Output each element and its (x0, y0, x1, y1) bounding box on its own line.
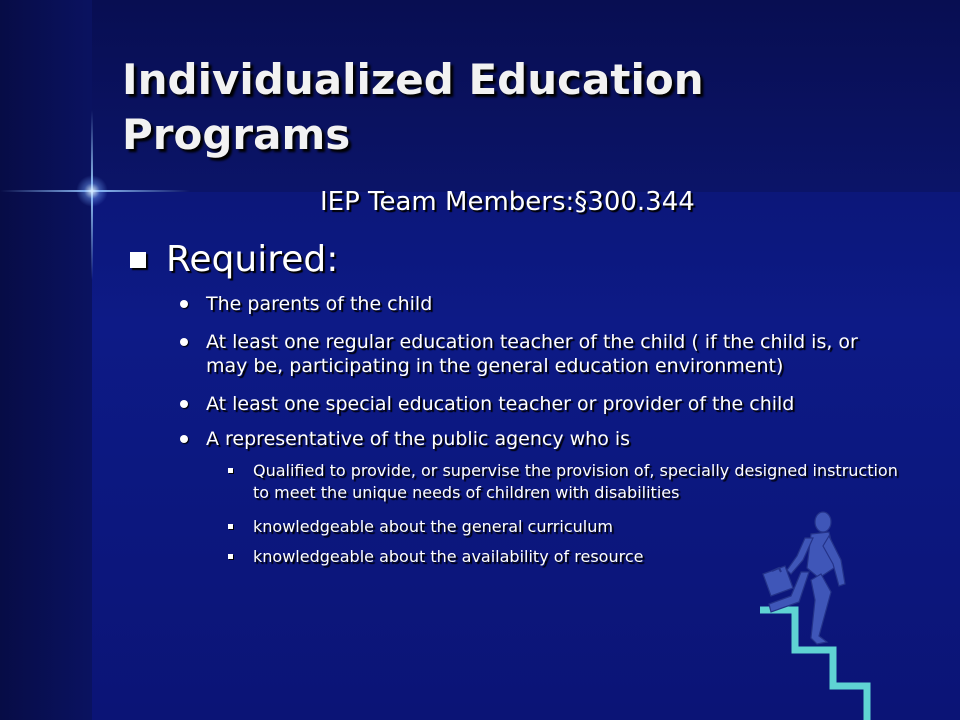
left-band (0, 0, 92, 720)
sub-list-item-text: knowledgeable about the general curriculum (253, 517, 613, 536)
required-label: Required: (166, 239, 339, 280)
square-bullet-icon (130, 252, 146, 268)
slide-title: Individualized Education Programs (122, 55, 704, 159)
sub-list-item (228, 460, 908, 504)
list-item-text: A representative of the public agency who is (206, 428, 631, 450)
small-square-bullet-icon (228, 524, 233, 529)
sub-list-item-text: Qualified to provide, or supervise the provision of, specially designed instruction to meet the unique needs of children with disabilities (253, 461, 898, 502)
round-bullet-icon (180, 435, 188, 443)
list-item (180, 292, 900, 316)
small-square-bullet-icon (228, 468, 233, 473)
slide-subtitle: IEP Team Members:§300.344 (320, 187, 695, 217)
round-bullet-icon (180, 400, 188, 408)
round-bullet-icon (180, 338, 188, 346)
list-item-text: At least one regular education teacher of the child ( if the child is, or may be, participating in the general education environment) (206, 331, 858, 377)
round-bullet-icon (180, 300, 188, 308)
businessman-climbing-stairs-icon (755, 508, 875, 720)
list-item-text: At least one special education teacher or provider of the child (206, 393, 795, 415)
list-item-text: The parents of the child (206, 293, 433, 315)
list-item (180, 427, 900, 451)
required-heading (130, 236, 338, 284)
small-square-bullet-icon (228, 554, 233, 559)
list-item (180, 330, 900, 378)
light-flare-icon (76, 175, 108, 207)
list-item (180, 392, 900, 416)
sub-list-item-text: knowledgeable about the availability of resource (253, 547, 644, 566)
